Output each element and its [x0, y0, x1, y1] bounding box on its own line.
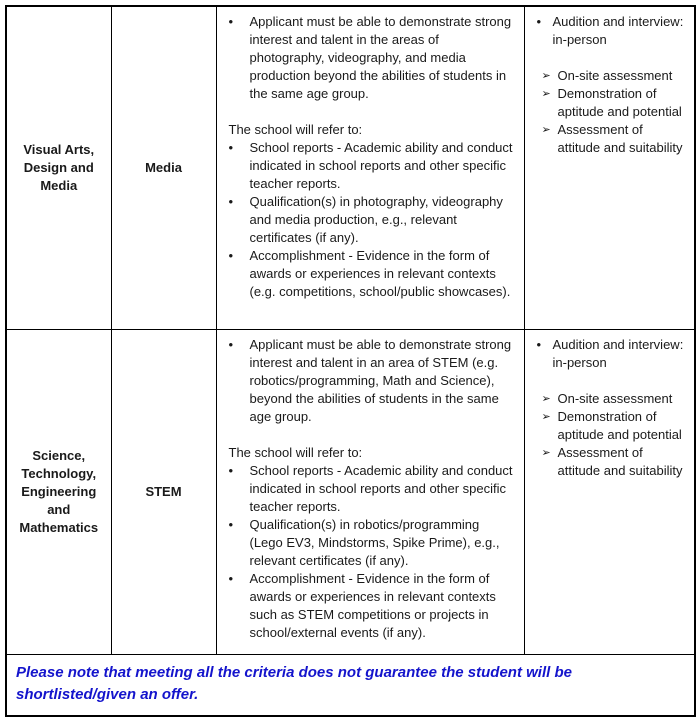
assessment-arrow-list	[542, 390, 689, 480]
assessment-arrow-item	[542, 67, 689, 85]
assessment-arrow-list	[542, 67, 689, 157]
bullet-icon: •	[536, 14, 542, 29]
assessment-arrow-item	[542, 390, 689, 408]
arrow-icon: ➢	[541, 447, 551, 459]
criteria-text: Applicant must be able to demonstrate strong interest and talent in the areas of photography, videography, and media production beyond the abilities of students in the same age group.	[249, 14, 512, 101]
assessment-text: On-site assessment	[557, 68, 673, 83]
document-page	[5, 5, 696, 717]
assessment-text: Demonstration of aptitude and potential	[557, 86, 682, 119]
assessment-text: Assessment of attitude and suitability	[557, 445, 683, 478]
criteria-text: Applicant must be able to demonstrate strong interest and talent in an area of STEM (e.g. robotics/programming, Math and Science), beyond the abilities of students in the same age group.	[249, 337, 512, 424]
assessment-arrow-item	[542, 121, 689, 157]
category-cell: Science, Technology, Engineering and Mathematics	[6, 330, 111, 655]
table-row	[6, 6, 695, 330]
assessment-arrow-item	[542, 85, 689, 121]
bullet-icon: •	[228, 463, 234, 478]
arrow-icon: ➢	[541, 124, 551, 136]
bullet-icon: •	[228, 571, 234, 586]
arrow-icon: ➢	[541, 411, 551, 423]
bullet-icon: •	[228, 14, 234, 29]
note-text: Please note that meeting all the criteria does not guarantee the student will be shortlisted/given an offer.	[6, 655, 695, 717]
assessment-cell	[524, 330, 695, 655]
criteria-bullet-item	[229, 13, 514, 103]
assessment-arrow-item	[542, 444, 689, 480]
assessment-bullet-item	[537, 13, 689, 49]
refer-text: Accomplishment - Evidence in the form of awards or experiences in relevant contexts (e.g. competitions, school/public showcases).	[249, 248, 511, 299]
refer-text: School reports - Academic ability and conduct indicated in school reports and other specific teacher reports.	[249, 463, 513, 514]
refer-bullet-item	[229, 516, 514, 570]
bullet-icon: •	[228, 140, 234, 155]
bullet-icon: •	[228, 194, 234, 209]
assessment-text: Demonstration of aptitude and potential	[557, 409, 682, 442]
criteria-cell	[216, 330, 524, 655]
arrow-icon: ➢	[541, 393, 551, 405]
bullet-icon: •	[228, 337, 234, 352]
bullet-icon: •	[536, 337, 542, 352]
assessment-primary-list	[537, 13, 689, 49]
area-cell: STEM	[111, 330, 216, 655]
note-row	[6, 655, 695, 717]
refer-list	[229, 462, 514, 642]
assessment-text: Assessment of attitude and suitability	[557, 122, 683, 155]
table-row	[6, 330, 695, 655]
refer-text: Qualification(s) in photography, videography and media production, e.g., relevant certificates (if any).	[249, 194, 503, 245]
criteria-bullet-item	[229, 336, 514, 426]
criteria-main-list	[229, 13, 514, 103]
assessment-bullet-item	[537, 336, 689, 372]
arrow-icon: ➢	[541, 88, 551, 100]
assessment-text: Audition and interview: in-person	[552, 14, 684, 47]
assessment-text: On-site assessment	[557, 391, 673, 406]
refer-list	[229, 139, 514, 301]
criteria-main-list	[229, 336, 514, 426]
assessment-arrow-item	[542, 408, 689, 444]
refer-text: Qualification(s) in robotics/programming (Lego EV3, Mindstorms, Spike Prime), e.g., relevant certificates (if any).	[249, 517, 500, 568]
category-cell: Visual Arts, Design and Media	[6, 6, 111, 330]
area-cell: Media	[111, 6, 216, 330]
refer-text: Accomplishment - Evidence in the form of awards or experiences in relevant contexts such as STEM competitions or projects in school/external events (if any).	[249, 571, 496, 640]
refer-bullet-item	[229, 247, 514, 301]
refer-bullet-item	[229, 570, 514, 642]
refer-text: School reports - Academic ability and conduct indicated in school reports and other specific teacher reports.	[249, 140, 513, 191]
refer-heading: The school will refer to:	[228, 445, 363, 460]
refer-bullet-item	[229, 139, 514, 193]
criteria-cell	[216, 6, 524, 330]
bullet-icon: •	[228, 517, 234, 532]
admissions-criteria-table	[5, 5, 696, 717]
refer-bullet-item	[229, 193, 514, 247]
arrow-icon: ➢	[541, 70, 551, 82]
refer-bullet-item	[229, 462, 514, 516]
bullet-icon: •	[228, 248, 234, 263]
assessment-primary-list	[537, 336, 689, 372]
assessment-cell	[524, 6, 695, 330]
assessment-text: Audition and interview: in-person	[552, 337, 684, 370]
refer-heading: The school will refer to:	[228, 122, 363, 137]
